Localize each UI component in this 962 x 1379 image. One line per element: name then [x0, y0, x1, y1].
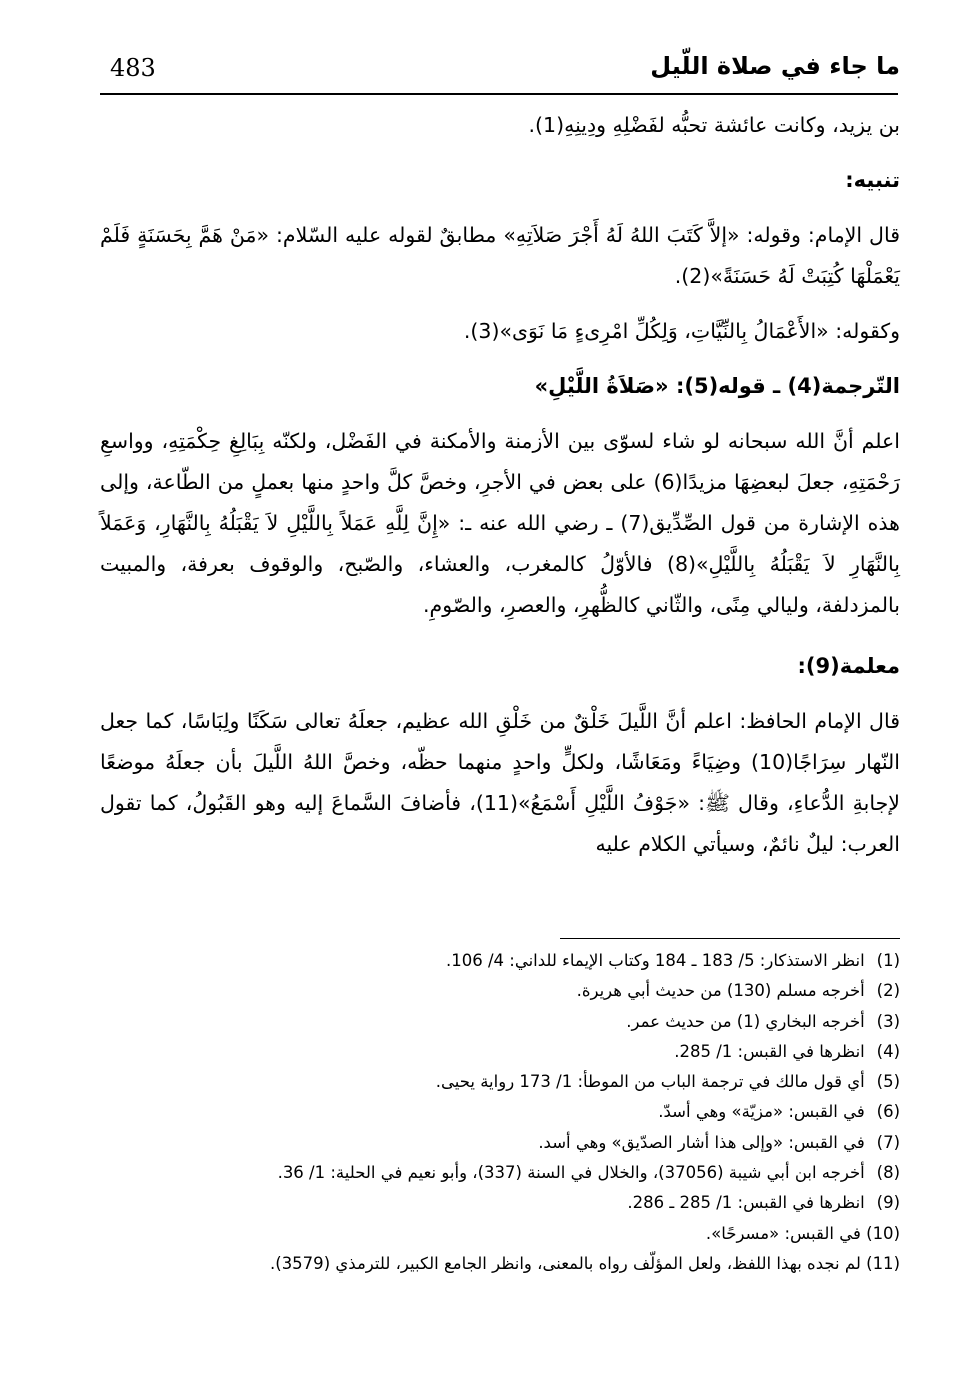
footnote [100, 1128, 900, 1158]
section-heading-muallama: معلمة(9): [797, 654, 900, 678]
footnote [100, 976, 900, 1006]
footnote-text: أخرجه البخاري (1) من حديث عمر. [626, 1011, 865, 1031]
footnote-text: أخرجه ابن أبي شيبة (37056)، والخلال في السنة (337)، وأبو نعيم في الحلية: 1/ 36. [277, 1163, 865, 1183]
footnotes [100, 946, 900, 1279]
footnote-number: (1) [876, 951, 900, 970]
footnote-text: انظرها في القبس: 1/ 285 ـ 286. [627, 1193, 865, 1213]
footnote-number: (9) [876, 1193, 900, 1213]
page-header [100, 48, 900, 88]
footnote-number: (4) [876, 1041, 900, 1061]
running-title: ما جاء في صلاة اللّيل [650, 52, 900, 80]
footnote-text: انظرها في القبس: 1/ 285. [674, 1041, 865, 1061]
header-divider [100, 93, 898, 95]
footnote-number: (7) [876, 1132, 900, 1152]
paragraph-tanbih-2: وكقوله: «الأَعْمَالُ بِالنِّيَّاتِ، وَلِكُلِّ امْرِىءٍ مَا نَوَى»(3). [463, 319, 900, 343]
footnote [100, 1037, 900, 1067]
footnote-divider [560, 938, 900, 939]
footnote [100, 1097, 900, 1127]
paragraph-tanbih-1: قال الإمام: وقوله: «إلاَّ كَتَبَ اللهُ لَهُ أَجْرَ صَلاَتِهِ» مطابقٌ لقوله عليه السّلام: «مَنْ هَمَّ بِحَسَنَةٍ فَلَمْ يَعْمَلْهَا كُتِبَتْ لَهُ حَسَنَةً»(2). [100, 223, 900, 288]
footnote-number: (3) [876, 1011, 900, 1031]
footnote [100, 1219, 900, 1249]
footnote-text: في القبس: «وإلى هذا أشار الصدّيق» وهي أسد. [538, 1132, 865, 1152]
footnote [100, 946, 900, 976]
footnote-text: أخرجه مسلم (130) من حديث أبي هريرة. [576, 981, 865, 1001]
section-heading-tanbih: تنبيه: [845, 168, 900, 192]
footnote-text: في القبس: «مسرحًا». [705, 1223, 861, 1243]
footnote-text: في القبس: «مزيّة» وهي أسدّ. [658, 1102, 865, 1122]
footnote-text: انظر الاستذكار: 5/ 183 ـ 184 وكتاب الإيماء للداني: 4/ 106. [445, 951, 865, 970]
paragraph-muallama: قال الإمام الحافظ: اعلم أنَّ اللَّيلَ خَلْقٌ من خَلْقِ الله عظيم، جعلَهُ تعالى سَكَنًا ولِبَاسًا، كما جعل النّهار سِرَاجًا(10) وضِيَاءً ومَعَاشًا، ولكلٍّ واحدٍ منهما حظّه، وخصَّ اللهُ اللَّيلَ بأن جعلَهُ موضعًا لإجابةِ الدُّعاءِ، وقال ﷺ: «جَوْفُ اللَّيْلِ أَسْمَعُ»(11)، فأضافَ السَّماعَ إليه وهو القَبُولُ، كما تقول العرب: ليلٌ نائمٌ، وسيأتي الكلام عليه [100, 709, 901, 856]
footnote-number: (11) [866, 1253, 900, 1273]
footnote [100, 1067, 900, 1097]
footnote [100, 1158, 900, 1188]
paragraph-tarjama: اعلم أنَّ الله سبحانه لو شاء لسوّى بين الأزمنة والأمكنة في الفَضْل، ولكنّه بِبَالِغِ حِكْمَتِهِ، وواسعِ رَحْمَتِهِ، جعلَ لبعضِهَا مزيدًا(6) على بعض في الأجرِ، وخصَّ كلَّ واحدٍ منها بعملٍ من الطّاعة، وإلى هذه الإشارة من قول الصِّدِّيق(7) ـ رضي الله عنه ـ: «إِنَّ لِلَّهِ عَمَلاً بِاللَّيْلِ لاَ يَقْبَلُهُ بِالنَّهَارِ، وَعَمَلاً بِالنَّهَارِ لاَ يَقْبَلُهُ بِاللَّيْلِ»(8) فالأوّلُ كالمغرب، والعشاء، والصّبح، والوقوف بعرفة، والمبيت بالمزدلفة، وليالي مِنًى، والثّاني كالظُّهرِ، والعصرِ، والصّومِ. [100, 429, 900, 617]
footnote-text: لم نجده بهذا اللفظ، ولعل المؤلّف رواه بالمعنى، وانظر الجامع الكبير، للترمذي (3579). [270, 1253, 861, 1273]
footnote-number: (2) [876, 981, 900, 1001]
footnote [100, 1007, 900, 1037]
main-text [100, 105, 900, 865]
continuation-line: بن يزيد، وكانت عائشة تحبُّه لفَضْلِهِ ودِينِهِ(1). [528, 113, 900, 137]
footnote-number: (8) [876, 1163, 900, 1183]
page-number: 483 [110, 54, 156, 82]
footnote-number: (10) [866, 1223, 900, 1243]
footnote-text: أي قول مالك في ترجمة الباب من الموطأ: 1/ 173 رواية يحيى. [435, 1072, 865, 1092]
section-heading-tarjama: التّرجمة(4) ـ قوله(5): «صَلاَةُ اللَّيْلِ» [534, 374, 900, 398]
footnote [100, 1188, 900, 1218]
footnote-number: (6) [876, 1102, 900, 1122]
footnote [100, 1249, 900, 1279]
footnote-number: (5) [876, 1072, 900, 1092]
